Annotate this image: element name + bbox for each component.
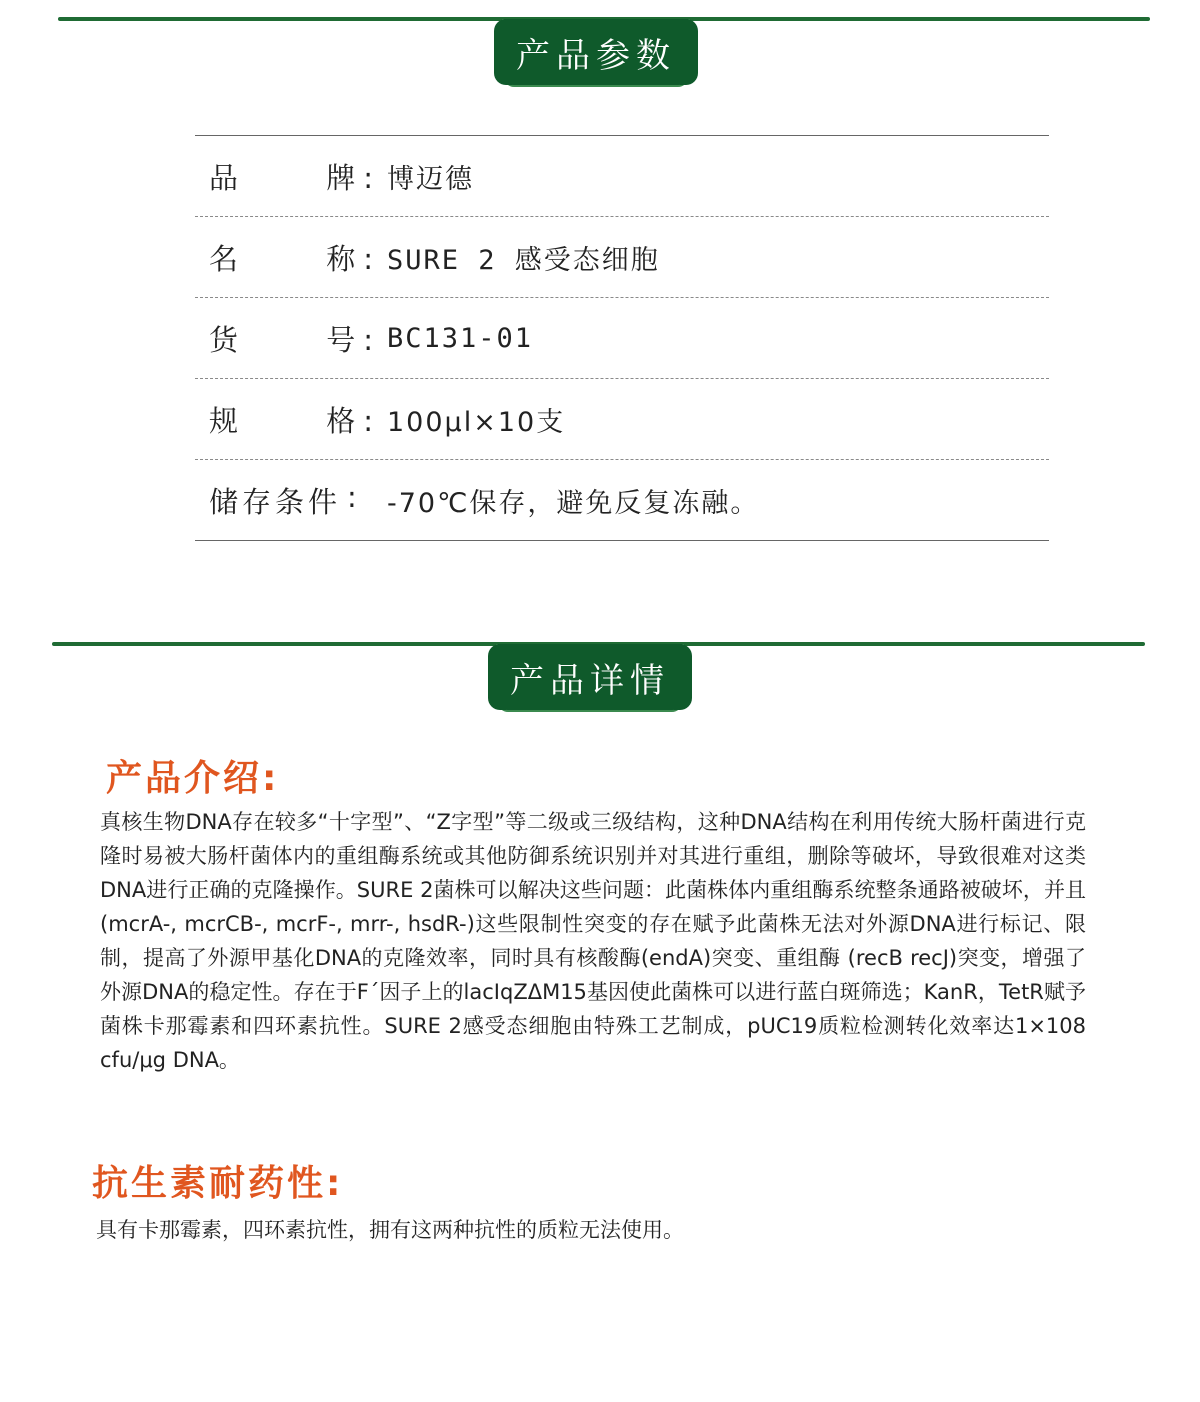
spec-label-a: 品 <box>209 160 241 195</box>
spec-label-a: 名 <box>209 241 241 276</box>
antibiotic-text: 具有卡那霉素，四环素抗性，拥有这两种抗性的质粒无法使用。 <box>96 1218 684 1242</box>
spec-label-b: 牌 <box>326 160 358 195</box>
spec-row-catalog <box>195 298 1049 379</box>
spec-row-storage <box>195 460 1049 541</box>
spec-label-b: 称 <box>326 241 358 276</box>
section-title-details: 产品详情 <box>510 660 670 701</box>
spec-label-a: 货 <box>209 322 241 357</box>
spec-value: -70℃保存，避免反复冻融。 <box>387 487 760 519</box>
spec-label: 储存条件 : <box>209 479 361 519</box>
spec-label-a: 储存条件 <box>209 484 342 519</box>
section-title-params: 产品参数 <box>516 35 676 76</box>
spec-row-brand <box>195 136 1049 217</box>
spec-value: BC131-01 <box>387 322 534 354</box>
intro-heading: 产品介绍: <box>106 758 280 799</box>
antibiotic-heading: 抗生素耐药性: <box>92 1163 344 1204</box>
spec-table <box>195 135 1049 541</box>
section-tab-details <box>498 644 682 710</box>
spec-label-a: 规 <box>209 403 241 438</box>
spec-label: 货 号 : <box>195 318 375 359</box>
spec-value: 博迈德 <box>387 163 474 195</box>
spec-label-b: 格 <box>326 403 358 438</box>
spec-value: 100μl×10支 <box>387 406 566 438</box>
spec-row-name <box>195 217 1049 298</box>
spec-label-b: 号 <box>326 322 358 357</box>
intro-text: 真核生物DNA存在较多“十字型”、“Z字型”等二级或三级结构，这种DNA结构在利用传统大肠杆菌进行克隆时易被大肠杆菌体内的重组酶系统或其他防御系统识别并对其进行重组，删除等破坏，导致很难对这类DNA进行正确的克隆操作。SURE 2菌株可以解决这些问题：此菌株体内重组酶系统整条通路被破坏，并且 (mcrA-, mcrCB-, mcrF-, mrr-, hsdR-)这些限制性突变的存在赋予此菌株无法对外源DNA进行标记、限制，提高了外源甲基化DNA的克隆效率，同时具有核酸酶(endA)突变、重组酶 (recB recJ)突变，增强了外源DNA的稳定性。存在于F´因子上的lacIqZΔM15基因使此菌株可以进行蓝白斑筛选；KanR，TetR赋予菌株卡那霉素和四环素抗性。SURE 2感受态细胞由特殊工艺制成，pUC19质粒检测转化效率达1×108 cfu/μg DNA。 <box>100 810 1086 1072</box>
spec-row-spec <box>195 379 1049 460</box>
section-tab-params <box>504 19 688 85</box>
spec-value: SURE 2 感受态细胞 <box>387 244 660 276</box>
spec-label: 名 称 : <box>195 237 375 278</box>
spec-label: 品 牌 : <box>195 156 375 197</box>
spec-label: 规 格 : <box>195 399 375 440</box>
